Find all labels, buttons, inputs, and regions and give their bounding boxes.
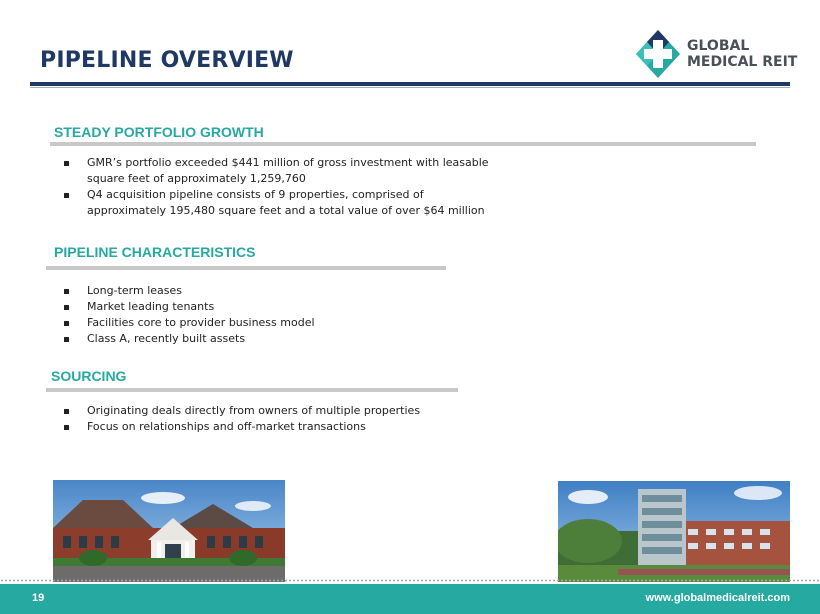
title-divider-light xyxy=(30,87,790,88)
list-item: Market leading tenants xyxy=(60,299,460,315)
list-item: Originating deals directly from owners of multiple properties xyxy=(60,403,480,419)
hospital-building-photo xyxy=(558,481,790,582)
list-item xyxy=(60,187,520,219)
footer-dotted-rule xyxy=(0,579,820,582)
section-heading-portfolio-growth: STEADY PORTFOLIO GROWTH xyxy=(54,124,264,140)
list-item-line: square feet of approximately 1,259,760 xyxy=(87,172,306,185)
logo-line-2: MEDICAL REIT xyxy=(687,54,798,70)
list-item xyxy=(60,155,520,187)
cross-logo-icon xyxy=(636,30,680,78)
section-heading-pipeline-characteristics: PIPELINE CHARACTERISTICS xyxy=(54,244,256,260)
list-item-line: approximately 195,480 square feet and a total value of over $64 million xyxy=(87,204,485,217)
footer-bar xyxy=(0,584,820,614)
section-divider xyxy=(50,142,756,146)
list-item-line: Q4 acquisition pipeline consists of 9 properties, comprised of xyxy=(87,188,424,201)
logo-wordmark xyxy=(687,38,797,70)
list-item: Class A, recently built assets xyxy=(60,331,460,347)
website-link[interactable]: www.globalmedicalreit.com xyxy=(645,592,790,604)
title-divider xyxy=(30,82,790,86)
section-divider xyxy=(46,388,458,392)
page-number: 19 xyxy=(32,592,45,604)
logo-line-1: GLOBAL xyxy=(687,38,750,54)
section-divider xyxy=(46,266,446,270)
list-item: Focus on relationships and off-market transactions xyxy=(60,419,480,435)
company-logo xyxy=(636,30,796,80)
list-item: Long-term leases xyxy=(60,283,460,299)
list-item-line: GMR’s portfolio exceeded $441 million of gross investment with leasable xyxy=(87,156,489,169)
section-heading-sourcing: SOURCING xyxy=(51,368,127,384)
medical-office-photo xyxy=(53,480,285,582)
page-title: PIPELINE OVERVIEW xyxy=(40,48,294,73)
portfolio-growth-list xyxy=(60,155,520,219)
list-item: Facilities core to provider business model xyxy=(60,315,460,331)
sourcing-list xyxy=(60,403,480,435)
pipeline-characteristics-list xyxy=(60,283,460,347)
